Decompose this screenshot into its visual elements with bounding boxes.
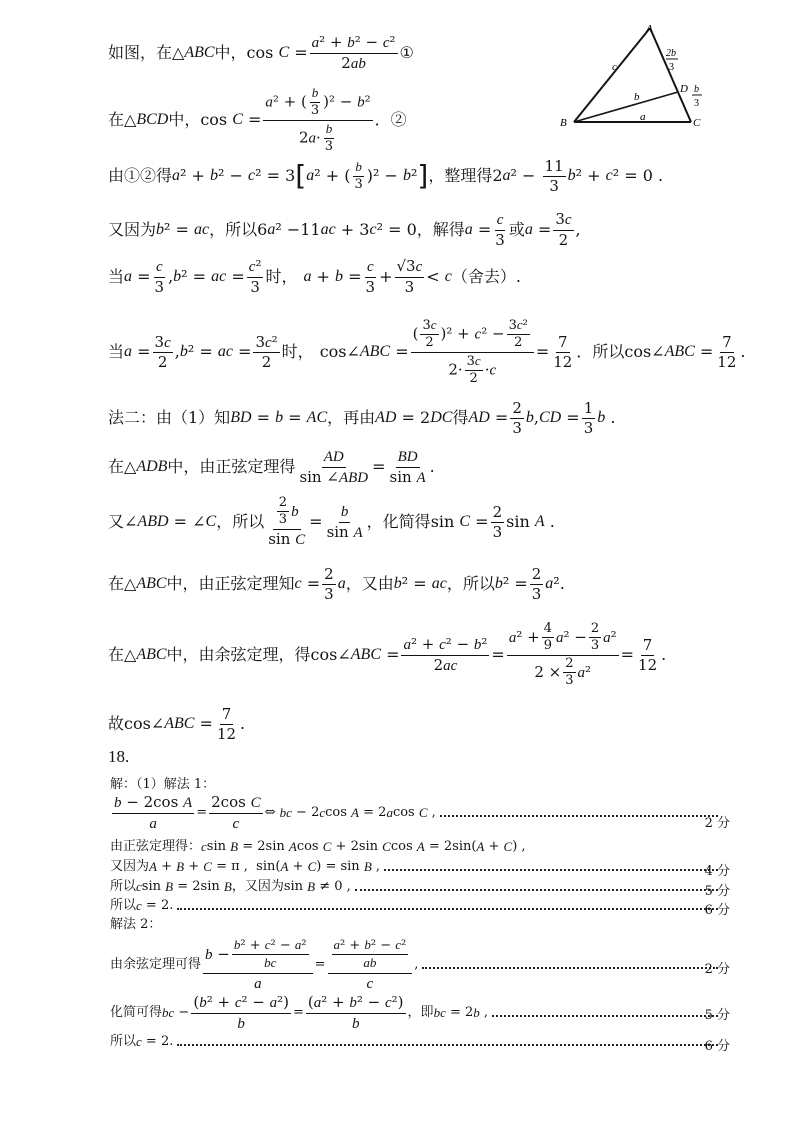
ad-length-num: 2b: [666, 48, 676, 59]
score-6-alt: 6 分: [704, 1039, 730, 1054]
line-sine-simplify: 又 ∠ ABD = ∠ C ，所以 $\frac{2}{3}$ b sin C = $\frac{b}{\text{sin A}}$ ，化简得 sin C = $\frac{2}{3}$ sin A .: [108, 495, 555, 548]
fraction: $\frac{\text{a² + b² − c²}}{2ab}$: [311, 33, 396, 72]
line-solve: 又因为 b ² = ac ，所以 6 a ² −11 ac + 3 c ² = 0 ，解得 a = $\frac{c}{3}$ 或 a = $\frac{3c}{2}$ ,: [108, 210, 581, 249]
dc-length-den: 3: [694, 98, 699, 109]
solution-alt-step-3: 所以 c = 2.: [110, 1035, 722, 1049]
vertex-B-label: B: [560, 117, 567, 129]
score-6: 6 分: [704, 903, 730, 918]
fraction: a² + ( $\frac{b}{3}$ )² − b² 2a· $\frac{b}{3}$: [265, 85, 371, 154]
line-sine-abc: 在△ ABC 中，由正弦定理知 c = $\frac{2}{3}$ a ，又由 b ² = ac ，所以 b ² = $\frac{2}{3}$ a ².: [108, 565, 565, 603]
vertex-A-label: A: [646, 23, 653, 35]
score-2: 2 分: [704, 816, 730, 831]
ad-length-den: 3: [669, 62, 674, 73]
line-case-2: 当 a = $\frac{3c}{2}$ , b ² = ac = $\frac{\text{3c²}}{2}$ 时， cos∠ ABC = ( $\frac{3c}{2}$ )² + c² − $\frac{\text{3c²}}{2}$ 2· $\frac{3c}{2}$ ·c = $\frac{7}{12}$ ．所以 cos∠ ABC = $\frac{7}{12}$ .: [108, 317, 746, 386]
line-method-2: 法二：由（1）知 BD = b = AC ，再由 AD = 2 DC 得 AD = $\frac{2}{3}$ b , CD = $\frac{1}{3}$ b .: [108, 399, 616, 437]
solution-alt-step-2: 化简可得 bc − $\frac{\text{(b² + c² − a²)}}{b}$ = $\frac{\text{(a² + b² − c²)}}{b}$ ，即 bc = 2 b ,: [110, 994, 722, 1032]
line-cos-c-bcd: 在△ BCD 中， cos C = a² + ( $\frac{b}{3}$ )² − b² 2a· $\frac{b}{3}$ ．②: [108, 85, 407, 154]
vertex-C-label: C: [693, 117, 701, 129]
side-c-label: c: [612, 61, 617, 73]
solution-step-4: 所以 c sin B = 2sin B ，又因为 sin B ≠ 0 ,: [110, 880, 722, 894]
line-cosine-abc: 在△ ABC 中，由余弦定理，得 cos∠ ABC = $\frac{\text{a² + c² − b²}}{2ac}$ = a² + $\frac{4}{9}$ a² − $\frac{2}{3}$ a² 2 × $\frac{2}{3}$ a² = $\frac{7}{12}$ .: [108, 621, 667, 688]
solution-step-5: 所以 c = 2.: [110, 899, 722, 913]
line-cos-c-abc: 如图，在△ ABC 中， cos C = $\frac{\text{a² + b² − c²}}{2ab}$ ①: [108, 33, 414, 72]
score-5-alt: 5 分: [704, 1008, 730, 1023]
vertex-D-label: D: [680, 83, 688, 95]
solution-alt-title: 解法 2：: [110, 917, 162, 932]
solution-alt-step-1: 由余弦定理可得 b − $\frac{\text{b² + c² − a²}}{bc}$ a = $\frac{\frac{\text{a² + b² − c²}}{ab}}{c}$ ,: [110, 938, 722, 992]
score-4: 4 分: [704, 864, 730, 879]
triangle-figure: [560, 20, 720, 135]
dc-length-num: b: [694, 84, 699, 95]
line-conclusion: 故 cos∠ ABC = $\frac{7}{12}$ .: [108, 705, 246, 743]
score-5: 5 分: [704, 884, 730, 899]
line-case-1: 当 a = $\frac{c}{3}$ , b ² = ac = $\frac{\text{c²}}{3}$ 时， a + b = $\frac{c}{3}$ + $\frac{√3c}{3}$ < c （舍去）.: [108, 257, 521, 296]
score-2-alt: 2 分: [704, 962, 730, 977]
line-combine: 由①②得 a ² + b ² − c ² = 3 [ a ² + ( $\frac{b}{3}$ )² − b ² ] ，整理得 2 a ² − $\frac{11}{3}$ b ² + c ² = 0 .: [108, 157, 664, 195]
solution-step-3: 又因为 A + B + C = π , sin( A + C ) = sin B ,: [110, 860, 722, 874]
side-b-label: b: [634, 91, 640, 103]
side-a-label: a: [640, 111, 646, 123]
solution-title: 解：（1）解法 1：: [110, 777, 216, 792]
solution-step-2: 由正弦定理得： c sin B = 2sin A cos C + 2sin C cos A = 2sin( A + C ) ,: [110, 839, 526, 854]
solution-step-1: $\frac{\text{b − 2cos A}}{a}$ = $\frac{\text{2cos C}}{c}$ ⇔ bc − 2 c cos A = 2 a cos C ,: [110, 794, 722, 832]
line-sine-adb: 在△ ADB 中，由正弦定理得 $\frac{AD}{\text{sin ∠ABD}}$ = $\frac{BD}{\text{sin A}}$ .: [108, 449, 435, 486]
question-number: 18.: [108, 747, 130, 766]
